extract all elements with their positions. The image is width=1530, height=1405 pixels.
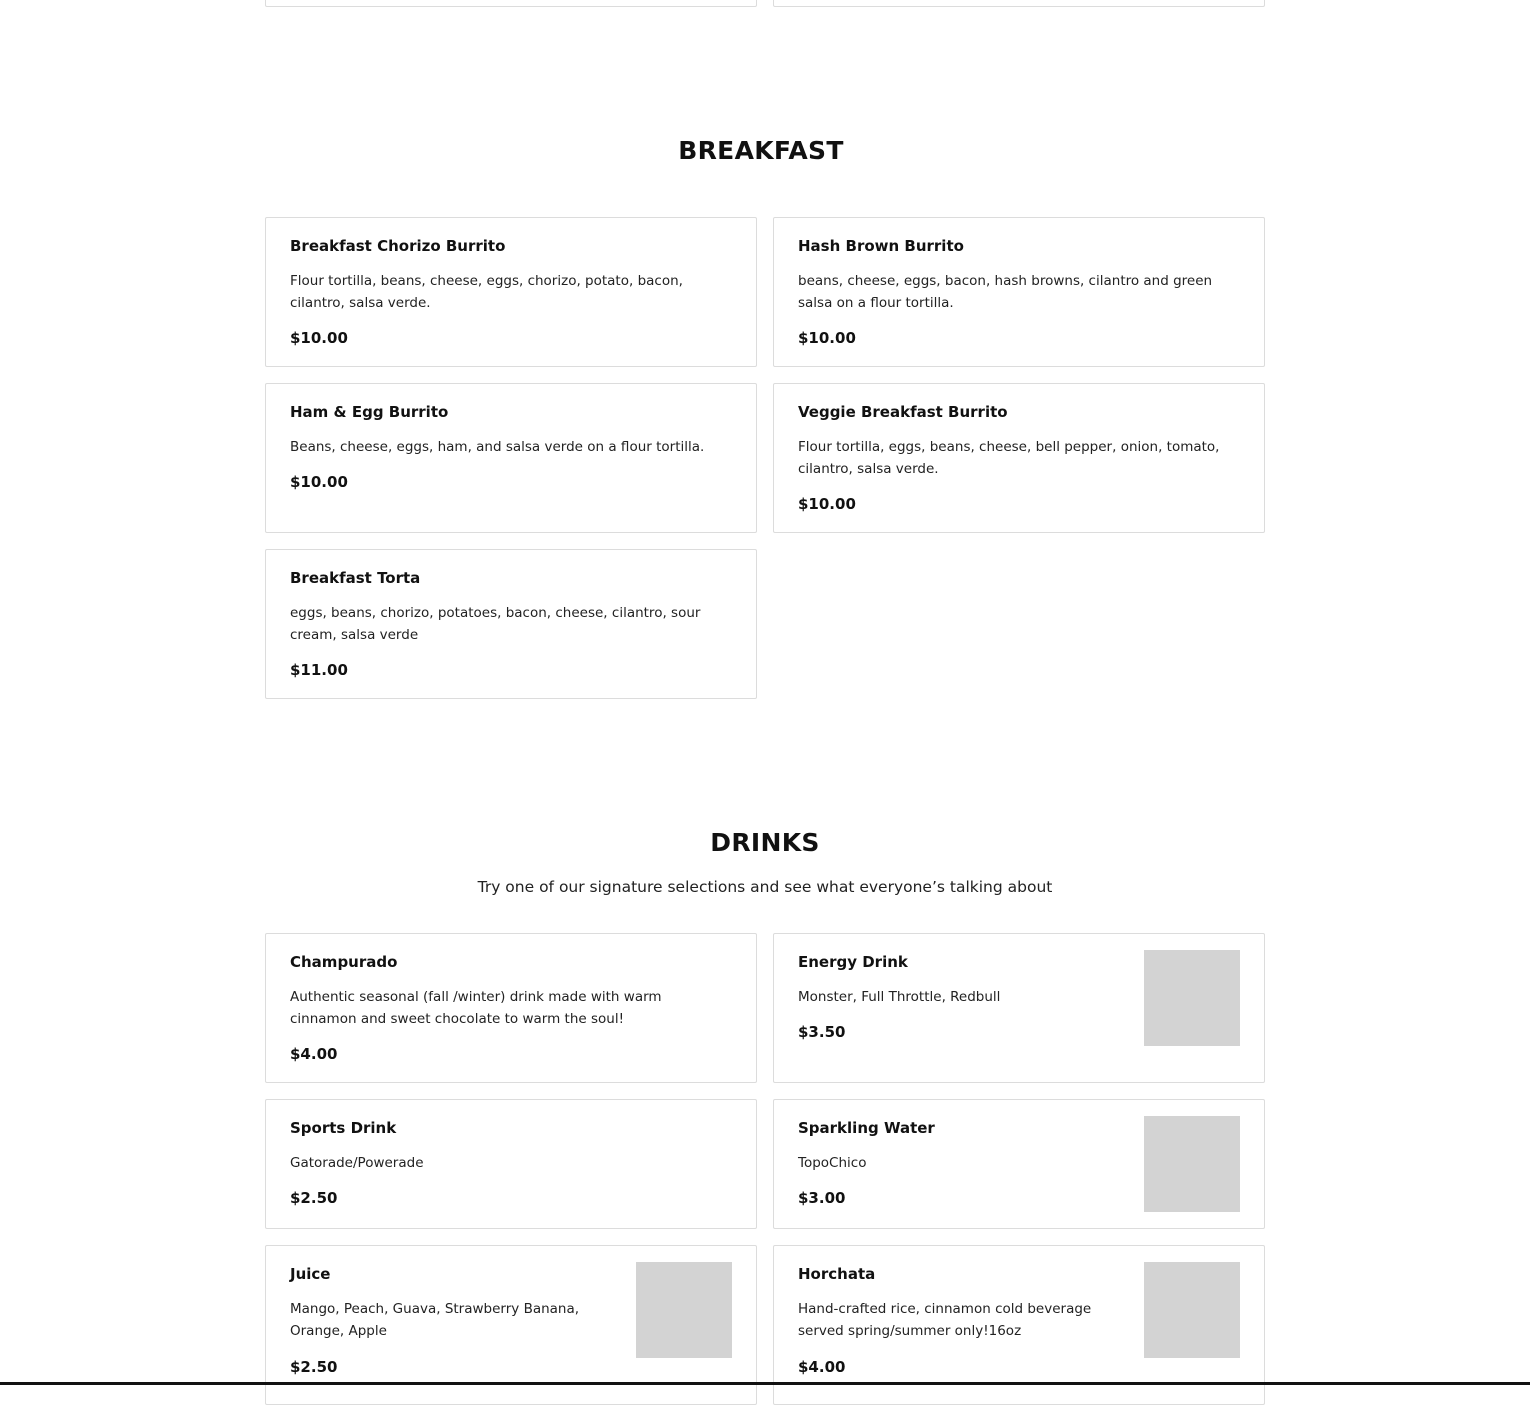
menu-item-name: Hash Brown Burrito <box>798 237 964 255</box>
menu-item-card[interactable] <box>265 549 757 699</box>
menu-item-description: Authentic seasonal (fall /winter) drink made with warm cinnamon and sweet chocolate to warm the soul! <box>290 989 662 1027</box>
previous-menu-item-card[interactable] <box>265 0 757 7</box>
menu-item-description: Flour tortilla, beans, cheese, eggs, chorizo, potato, bacon, cilantro, salsa verde. <box>290 273 683 311</box>
menu-item-description: Mango, Peach, Guava, Strawberry Banana, Orange, Apple <box>290 1301 580 1339</box>
menu-item-card[interactable] <box>773 383 1265 533</box>
menu-item-price: $3.50 <box>798 1023 846 1041</box>
menu-item-name: Ham & Egg Burrito <box>290 403 449 421</box>
previous-menu-item-card[interactable] <box>773 0 1265 7</box>
menu-item-description: Beans, cheese, eggs, ham, and salsa verde on a flour tortilla. <box>290 439 705 455</box>
menu-item-card[interactable] <box>265 383 757 533</box>
breakfast-section-title: BREAKFAST <box>678 136 844 165</box>
menu-item-name: Sports Drink <box>290 1119 397 1137</box>
menu-item-name: Veggie Breakfast Burrito <box>798 403 1008 421</box>
menu-item-card[interactable] <box>773 933 1265 1083</box>
menu-item-image-placeholder[interactable] <box>636 1262 732 1358</box>
menu-item-card[interactable] <box>773 1245 1265 1405</box>
menu-item-price: $10.00 <box>290 329 348 347</box>
drinks-section-title: DRINKS <box>710 828 820 857</box>
menu-item-name: Energy Drink <box>798 953 908 971</box>
menu-item-price: $10.00 <box>798 329 856 347</box>
menu-item-price: $10.00 <box>798 495 856 513</box>
menu-item-price: $10.00 <box>290 473 348 491</box>
menu-item-card[interactable] <box>265 933 757 1083</box>
menu-item-price: $3.00 <box>798 1189 846 1207</box>
menu-item-price: $4.00 <box>798 1358 846 1376</box>
menu-item-description: Gatorade/Powerade <box>290 1155 424 1171</box>
drinks-section-subtitle: Try one of our signature selections and see what everyone’s talking about <box>477 878 1053 896</box>
menu-item-card[interactable] <box>773 1099 1265 1229</box>
menu-item-description: Monster, Full Throttle, Redbull <box>798 989 1001 1005</box>
menu-item-card[interactable] <box>265 1099 757 1229</box>
menu-item-price: $4.00 <box>290 1045 338 1063</box>
menu-item-name: Sparkling Water <box>798 1119 935 1137</box>
menu-item-image-placeholder[interactable] <box>1144 1116 1240 1212</box>
menu-item-description: TopoChico <box>798 1155 867 1171</box>
menu-item-description: beans, cheese, eggs, bacon, hash browns, cilantro and green salsa on a flour tortilla. <box>798 273 1213 311</box>
menu-item-card[interactable] <box>773 217 1265 367</box>
menu-item-name: Breakfast Chorizo Burrito <box>290 237 506 255</box>
menu-item-card[interactable] <box>265 217 757 367</box>
menu-item-description: eggs, beans, chorizo, potatoes, bacon, cheese, cilantro, sour cream, salsa verde <box>290 605 701 643</box>
menu-item-description: Flour tortilla, eggs, beans, cheese, bell pepper, onion, tomato, cilantro, salsa verde. <box>798 439 1220 477</box>
menu-item-name: Horchata <box>798 1265 876 1283</box>
menu-item-description: Hand-crafted rice, cinnamon cold beverage served spring/summer only!16oz <box>798 1301 1092 1339</box>
menu-item-card[interactable] <box>265 1245 757 1405</box>
menu-item-name: Juice <box>290 1265 331 1283</box>
menu-item-price: $2.50 <box>290 1358 338 1376</box>
menu-item-price: $11.00 <box>290 661 348 679</box>
menu-item-image-placeholder[interactable] <box>1144 1262 1240 1358</box>
menu-item-name: Champurado <box>290 953 398 971</box>
menu-item-image-placeholder[interactable] <box>1144 950 1240 1046</box>
menu-item-name: Breakfast Torta <box>290 569 421 587</box>
menu-item-price: $2.50 <box>290 1189 338 1207</box>
